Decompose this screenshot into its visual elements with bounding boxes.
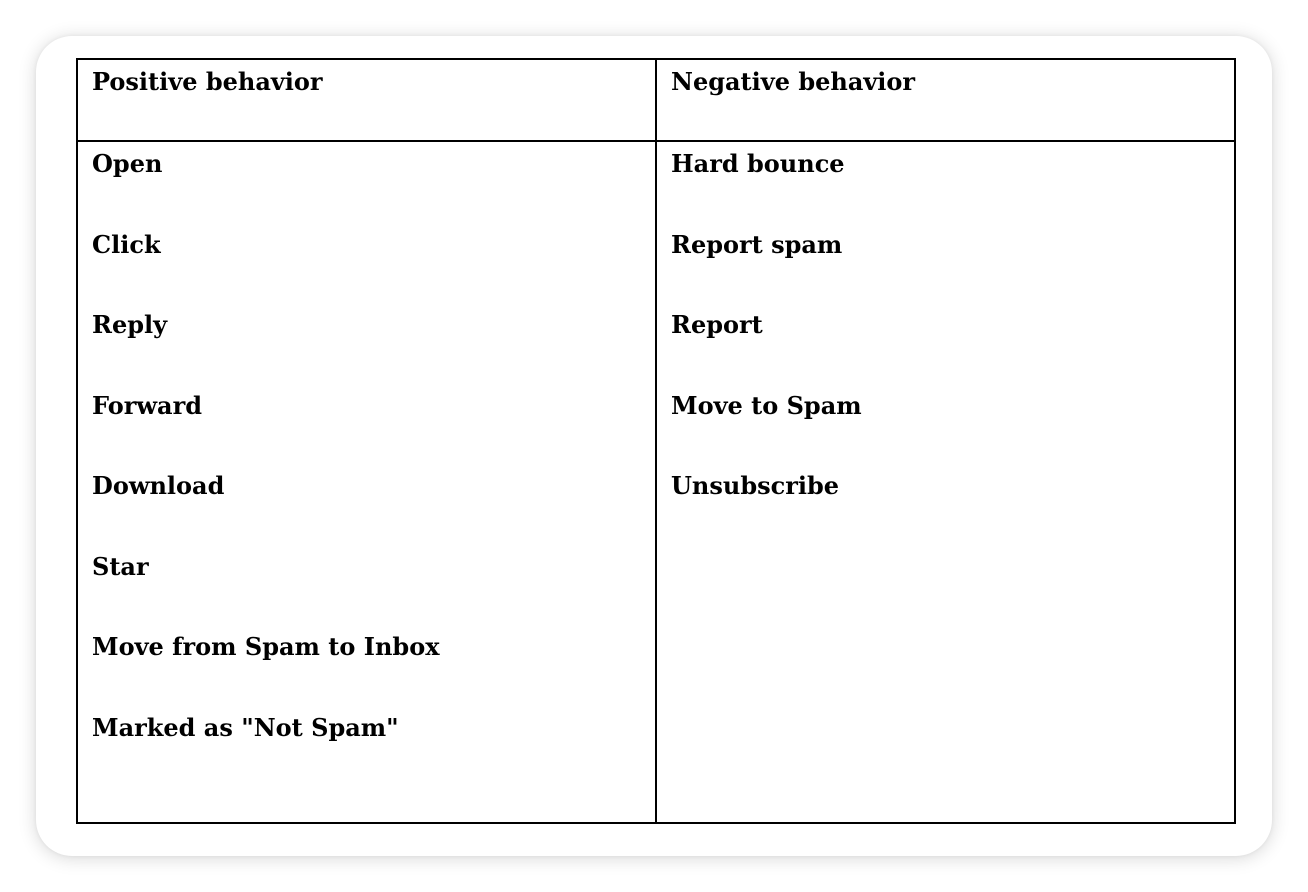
list-item: Report spam	[671, 229, 843, 259]
behavior-table	[76, 58, 1236, 824]
header-row	[77, 59, 1235, 141]
list-item: Move to Spam	[671, 390, 862, 420]
body-row	[77, 141, 1235, 823]
list-item: Star	[92, 551, 149, 581]
list-item: Hard bounce	[671, 149, 845, 178]
table-card	[36, 36, 1272, 856]
positive-behavior-cell	[77, 141, 656, 823]
header-positive-behavior: Positive behavior	[77, 59, 656, 141]
list-item: Move from Spam to Inbox	[92, 632, 440, 661]
list-item: Forward	[92, 390, 203, 420]
list-item: Unsubscribe	[671, 471, 840, 500]
list-item: Marked as "Not Spam"	[92, 712, 399, 742]
list-item: Open	[92, 149, 163, 178]
negative-behavior-cell	[656, 141, 1235, 823]
list-item: Click	[92, 229, 161, 259]
header-negative-behavior: Negative behavior	[656, 59, 1235, 141]
list-item: Download	[92, 471, 225, 500]
list-item: Reply	[92, 310, 168, 339]
list-item: Report	[671, 310, 763, 339]
